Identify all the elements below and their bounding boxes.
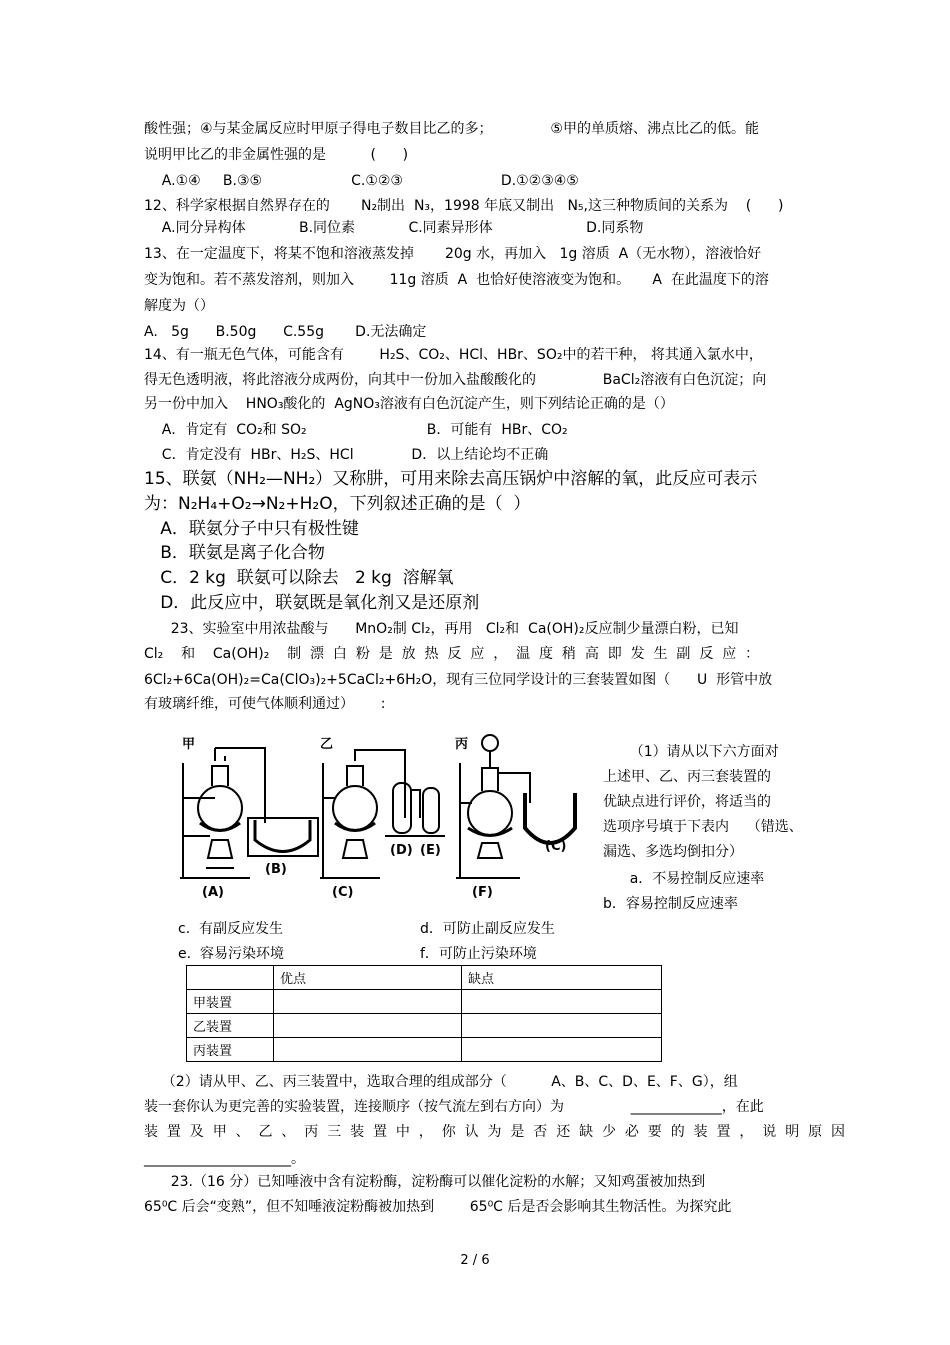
- label-B: (B): [265, 862, 287, 877]
- q15-line1: 15、联氨（NH₂—NH₂）又称肼，可用来除去高压锅炉中溶解的氧，此反应可表示: [144, 469, 758, 489]
- q11-line1: 酸性强；④与某金属反应时甲原子得电子数目比乙的多； ⑤甲的单质熔、沸点比乙的低。能: [144, 121, 759, 137]
- q14-line3: 另一份中加入 HNO₃酸化的 AgNO₃溶液有白色沉淀产生，则下列结论正确的是（）: [144, 396, 674, 412]
- q12-line1: 12、科学家根据自然界存在的 N₂制出 N₃，1998 年底又制出 N₅,这三种物质间的关系为 ( ): [144, 198, 784, 214]
- label-F: (F): [472, 885, 493, 900]
- q23c-line2: 65⁰C 后会“变熟”，但不知唾液淀粉酶被加热到 65⁰C 后是否会影响其生物活性。为探究此: [144, 1199, 732, 1215]
- q13-line2: 变为饱和。若不蒸发溶剂，则加入 11g 溶质 A 也恰好使溶液变为饱和。 A 在此温度下的溶: [144, 272, 769, 288]
- choice-e: e. 容易污染环境: [178, 946, 284, 962]
- evaluation-table: [186, 965, 662, 1062]
- q23-line1: 23、实验室中用浓盐酸与 MnO₂制 Cl₂，再用 Cl₂和 Ca(OH)₂反应制少量漂白粉，已知: [144, 621, 739, 637]
- q23b-line2: 装一套你认为更完善的实验装置，连接顺序（按气流左到右方向）为 _____________，在此: [144, 1099, 764, 1115]
- side-line2: 上述甲、乙、丙三套装置的: [603, 769, 771, 785]
- q23-line3: 6Cl₂+6Ca(OH)₂=Ca(ClO₃)₂+5CaCl₂+6H₂O，现有三位同学设计的三套装置如图（ U 形管中放: [144, 672, 773, 688]
- side-line1: （1）请从以下六方面对: [603, 744, 779, 760]
- q13-line1: 13、在一定温度下，将某不饱和溶液蒸发掉 20g 水，再加入 1g 溶质 A（无水物），溶液恰好: [144, 246, 762, 262]
- q23c-line1: 23.（16 分）已知唾液中含有淀粉酶，淀粉酶可以催化淀粉的水解；又知鸡蛋被加热到: [144, 1174, 706, 1190]
- q15-option-c: C．2 kg 联氨可以除去 2 kg 溶解氧: [144, 568, 454, 588]
- side-line4: 选项序号填于下表内 （错选、: [603, 819, 803, 835]
- side-line5: 漏选、多选均倒扣分）: [603, 844, 743, 860]
- table-row: [187, 990, 662, 1014]
- q11-options: A.①④ B.③⑤ C.①②③ D.①②③④⑤: [144, 173, 579, 189]
- answer-cell[interactable]: [462, 1038, 662, 1062]
- q14-option-a: A．肯定有 CO₂和 SO₂ B．可能有 HBr、CO₂: [144, 422, 568, 438]
- table-header-row: [187, 966, 662, 990]
- side-line7: b．容易控制反应速率: [603, 896, 738, 912]
- row-label: 甲装置: [187, 990, 274, 1014]
- q23b-line4: _____________________。: [144, 1151, 305, 1167]
- q23b-line1: （2）请从甲、乙、丙三装置中，选取合理的组成部分（ A、B、C、D、E、F、G），组: [144, 1074, 738, 1090]
- label-A: (A): [202, 885, 224, 900]
- row-label: 乙装置: [187, 1014, 274, 1038]
- table-header-cons: 缺点: [462, 966, 662, 990]
- label-jia: 甲: [182, 737, 196, 752]
- q15-option-a: A．联氨分子中只有极性键: [144, 519, 359, 539]
- q13-line3: 解度为（）: [144, 298, 214, 314]
- answer-cell[interactable]: [274, 1038, 462, 1062]
- choice-d: d．可防止副反应发生: [420, 921, 555, 937]
- table-header-pros: 优点: [274, 966, 462, 990]
- choice-c: c. 有副反应发生: [178, 921, 284, 937]
- label-yi: 乙: [320, 737, 334, 752]
- row-label: 丙装置: [187, 1038, 274, 1062]
- apparatus-figure: [180, 728, 590, 903]
- q14-line1: 14、有一瓶无色气体，可能含有 H₂S、CO₂、HCl、HBr、SO₂中的若干种， 将其通入氯水中，: [144, 347, 763, 363]
- label-bing: 丙: [455, 737, 469, 752]
- side-line6: a．不易控制反应速率: [603, 871, 765, 887]
- q12-options: A.同分异构体 B.同位素 C.同素异形体 D.同系物: [144, 220, 644, 236]
- table-row: [187, 1014, 662, 1038]
- page-number: 2 / 6: [460, 1253, 490, 1268]
- table-row: [187, 1038, 662, 1062]
- q15-option-b: B．联氨是离子化合物: [144, 543, 325, 563]
- q15-line2: 为：N₂H₄+O₂→N₂+H₂O，下列叙述正确的是（ ）: [144, 494, 531, 514]
- label-C1: (C): [332, 885, 354, 900]
- label-D: (D): [390, 843, 413, 858]
- answer-cell[interactable]: [274, 990, 462, 1014]
- answer-cell[interactable]: [462, 1014, 662, 1038]
- label-E: (E): [420, 843, 441, 858]
- q14-option-c: C．肯定没有 HBr、H₂S、HCl D．以上结论均不正确: [144, 447, 549, 463]
- q13-options: A. 5g B.50g C.55g D.无法确定: [144, 324, 427, 340]
- q23b-line3: 装 置 及 甲 、 乙 、 丙 三 装 置 中 ， 你 认 为 是 否 还 缺 少 必 要 的 装 置 ， 说 明 原 因: [144, 1124, 846, 1140]
- answer-cell[interactable]: [462, 990, 662, 1014]
- q15-option-d: D．此反应中，联氨既是氧化剂又是还原剂: [144, 593, 480, 613]
- label-C2: (C): [545, 839, 567, 854]
- side-line3: 优缺点进行评价，将适当的: [603, 794, 771, 810]
- table-header-blank: [187, 966, 274, 990]
- q23-line2: Cl₂ 和 Ca(OH)₂ 制 漂 白 粉 是 放 热 反 应 ， 温 度 稍 高 即 发 生 副 反 应 ：: [144, 646, 760, 662]
- answer-cell[interactable]: [274, 1014, 462, 1038]
- q11-line2: 说明甲比乙的非金属性强的是 ( ): [144, 147, 409, 163]
- q23-line4: 有玻璃纤维，可使气体顺利通过） :: [144, 696, 386, 712]
- q14-line2: 得无色透明液，将此溶液分成两份，向其中一份加入盐酸酸化的 BaCl₂溶液有白色沉淀；向: [144, 372, 767, 388]
- choice-f: f．可防止污染环境: [420, 946, 537, 962]
